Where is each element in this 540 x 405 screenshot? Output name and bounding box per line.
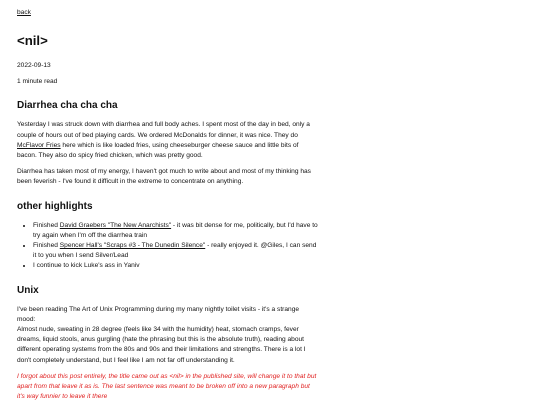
list-item-text: - it was bit dense for me, politically, but I'd have to try again when I'm off the diarrhea train [33, 221, 318, 239]
section-heading-diarrhea: Diarrhea cha cha cha [17, 100, 118, 112]
list-item [33, 241, 319, 261]
new-anarchists-link[interactable]: David Graebers "The New Anarchists" [59, 221, 172, 229]
paragraph-text: Yesterday I was struck down with diarrhea and full body aches. I spent most of the day in bed, only a couple of hours out of bed playing cards. We ordered McDonalds for dinner, it was nice. They do [17, 121, 310, 139]
paragraph-text: here which is like loaded fries, using cheeseburger cheese sauce and little bits of bacon. They also do spicy fried chicken, which was pretty good. [17, 141, 299, 160]
read-time: 1 minute read [17, 78, 58, 86]
list-item-text: Finished [33, 242, 60, 250]
paragraph-unix [17, 305, 319, 366]
list-item [33, 221, 319, 241]
scraps-3-link[interactable]: Spencer Hall's "Scraps #3 - The Dunedin Silence" [59, 242, 206, 250]
mcflavor-fries-link[interactable]: McFlavor Fries [17, 141, 61, 149]
list-item-text: I continue to kick Luke's ass in Yaniv [33, 262, 140, 270]
paragraph-diarrhea-2: Diarrhea has taken most of my energy, I haven't got much to write about and most of my thinking has been feverish - I've found it difficult in the extreme to concentrate on anything. [17, 168, 311, 186]
post-date: 2022-09-13 [17, 62, 51, 69]
post-title: <nil> [17, 33, 48, 48]
back-link[interactable]: back [17, 9, 31, 16]
list-item-text: Finished [33, 221, 60, 229]
editor-note: I forgot about this post entirely, the title came out as <nil> in the published site, will change it to that but apart from that leave it as is. The last sentence was meant to be broken off into a new paragraph but it's way funnier to leave it there [17, 372, 317, 401]
list-item-text: - really enjoyed it. @Giles, I can send it to you when I send Silver/Lead [33, 242, 317, 260]
list-item [33, 261, 319, 271]
section-heading-highlights: other highlights [17, 200, 93, 212]
highlights-list [17, 221, 319, 272]
paragraph-diarrhea-1 [17, 120, 319, 161]
section-heading-unix: Unix [17, 284, 39, 296]
paragraph-text: Almost nude, sweating in 28 degree (feels like 34 with the humidity) heat, stomach cramps, fever dreams, liquid stools, anus gurgling (hate the phrasing but this is the absolute truth), reading about different operating systems from the 80s and 90s and their limitations and strengths. There is a lot I don't completely understand, but I feel like I am not far off understanding it. [17, 326, 306, 364]
paragraph-text: I've been reading The Art of Unix Programming during my many nightly toilet visits - it's a strange mood: [17, 305, 300, 323]
